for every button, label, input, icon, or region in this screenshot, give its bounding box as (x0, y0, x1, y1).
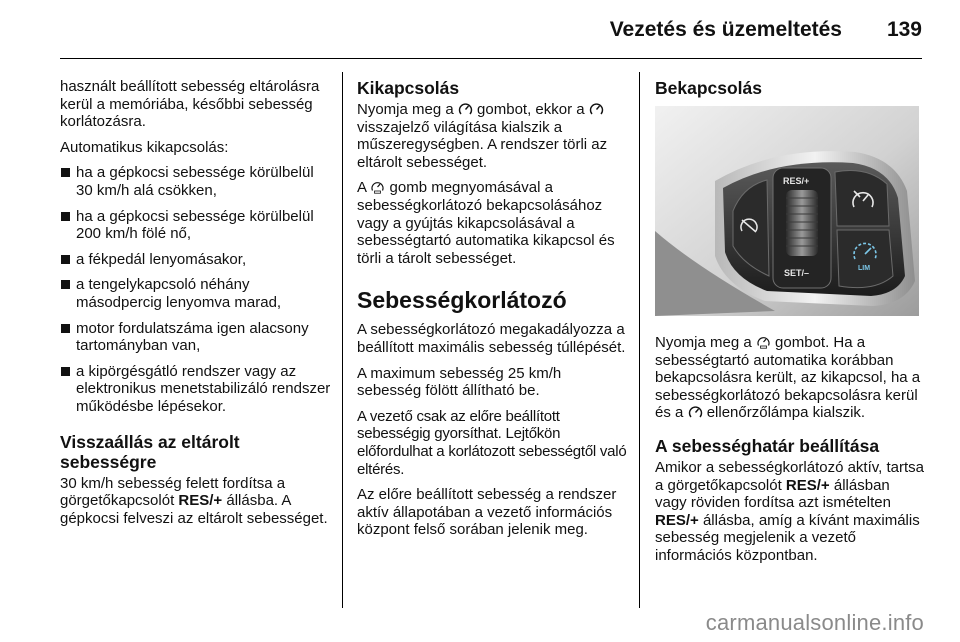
speed-limiter-icon (370, 180, 385, 194)
steering-wheel-controls-photo (655, 106, 919, 316)
bullet-square-icon (61, 324, 70, 333)
list-item: ha a gépkocsi sebessége körülbelül 30 km/h alá csökken, (60, 164, 332, 199)
column-1 (60, 78, 332, 535)
column-2 (357, 78, 629, 547)
intro-paragraph: használt beállított sebesség eltárolásra kerül a memóriába, későbbi sebesség korlátozásra. (60, 78, 320, 131)
header-title: Vezetés és üzemeltetés (609, 18, 842, 41)
res-label: RES/+ (783, 176, 810, 186)
switch-on-paragraph: Nyomja meg a gombot. Ha a sebességtartó automatika korábban bekapcsolásra került, az kikapcsol, ha a sebességkorlátozó bekapcsolásra kerül és a ellenőrzőlámpa kialszik. (655, 334, 921, 422)
auto-off-list (60, 164, 332, 415)
switch-on-heading: Bekapcsolás (655, 78, 763, 98)
restore-heading: Visszaállás az eltárolt sebességre (60, 431, 240, 472)
set-label: SET/– (784, 268, 810, 278)
page-number: 139 (886, 18, 922, 41)
limiter-paragraph-2: A maximum sebesség 25 km/h sebesség fölött állítható be. (357, 364, 562, 400)
watermark: carmanualsonline.info (705, 610, 924, 635)
bullet-square-icon (61, 168, 70, 177)
bullet-square-icon (61, 280, 70, 289)
list-item: ha a gépkocsi sebessége körülbelül 200 km/h fölé nő, (60, 208, 332, 243)
list-item: a kipörgésgátló rendszer vagy az elektronikus menetstabilizáló rendszer működésbe lépésekor. (60, 363, 332, 416)
list-item: a tengelykapcsoló néhány másodpercig lenyomva marad, (60, 276, 332, 311)
bullet-square-icon (61, 255, 70, 264)
switch-off-paragraph: Nyomja meg a gombot, ekkor a visszajelző világítása kialszik a műszeregységben. A rendszer törli az eltárolt sebességet. (357, 101, 608, 171)
lim-label: LIM (858, 265, 871, 272)
list-item: motor fordulatszáma igen alacsony tartományban van, (60, 320, 332, 355)
limiter-paragraph-4: Az előre beállított sebesség a rendszer aktív állapotában a vezető információs központ felső sorában jelenik meg. (357, 486, 617, 539)
bullet-square-icon (61, 212, 70, 221)
limiter-paragraph-1: A sebességkorlátozó megakadályozza a beállított maximális sebesség túllépését. (357, 321, 626, 356)
set-limit-paragraph: Amikor a sebességkorlátozó aktív, tartsa a görgetőkapcsolót RES/+ állásban vagy röviden fordítsa azt ismételten RES/+ állásba, amíg a kívánt maximális sebesség megjelenik a vezető információs központban. (655, 458, 925, 564)
column-divider (342, 72, 343, 608)
header-rule (60, 58, 922, 59)
speed-limiter-heading: Sebességkorlátozó (357, 287, 567, 314)
cruise-control-icon (458, 102, 473, 116)
limiter-paragraph-3: A vezető csak az előre beállított sebességig gyorsíthat. Lejtőkön előfordulhat a korlátozott sebességtől való eltérés. (357, 407, 627, 478)
restore-paragraph: 30 km/h sebesség felett fordítsa a görgetőkapcsolót RES/+ állásba. A gépkocsi felveszi az eltárolt sebességet. (60, 474, 328, 527)
auto-off-label: Automatikus kikapcsolás: (60, 138, 229, 156)
set-limit-heading: A sebességhatár beállítása (655, 435, 880, 456)
speed-limiter-icon (756, 335, 771, 349)
switch-off-heading: Kikapcsolás (357, 78, 460, 98)
cruise-control-icon (688, 405, 703, 419)
list-item: a fékpedál lenyomásakor, (60, 251, 332, 269)
column-divider (639, 72, 640, 608)
cruise-control-icon (589, 102, 604, 116)
column-3 (655, 78, 925, 573)
switch-off-paragraph-2: A gomb megnyomásával a sebességkorlátozó bekapcsolásához vagy a gyújtás kikapcsolásával a sebességtartó automatika kikapcsol és törli a tárolt sebességet. (357, 179, 615, 267)
bullet-square-icon (61, 367, 70, 376)
